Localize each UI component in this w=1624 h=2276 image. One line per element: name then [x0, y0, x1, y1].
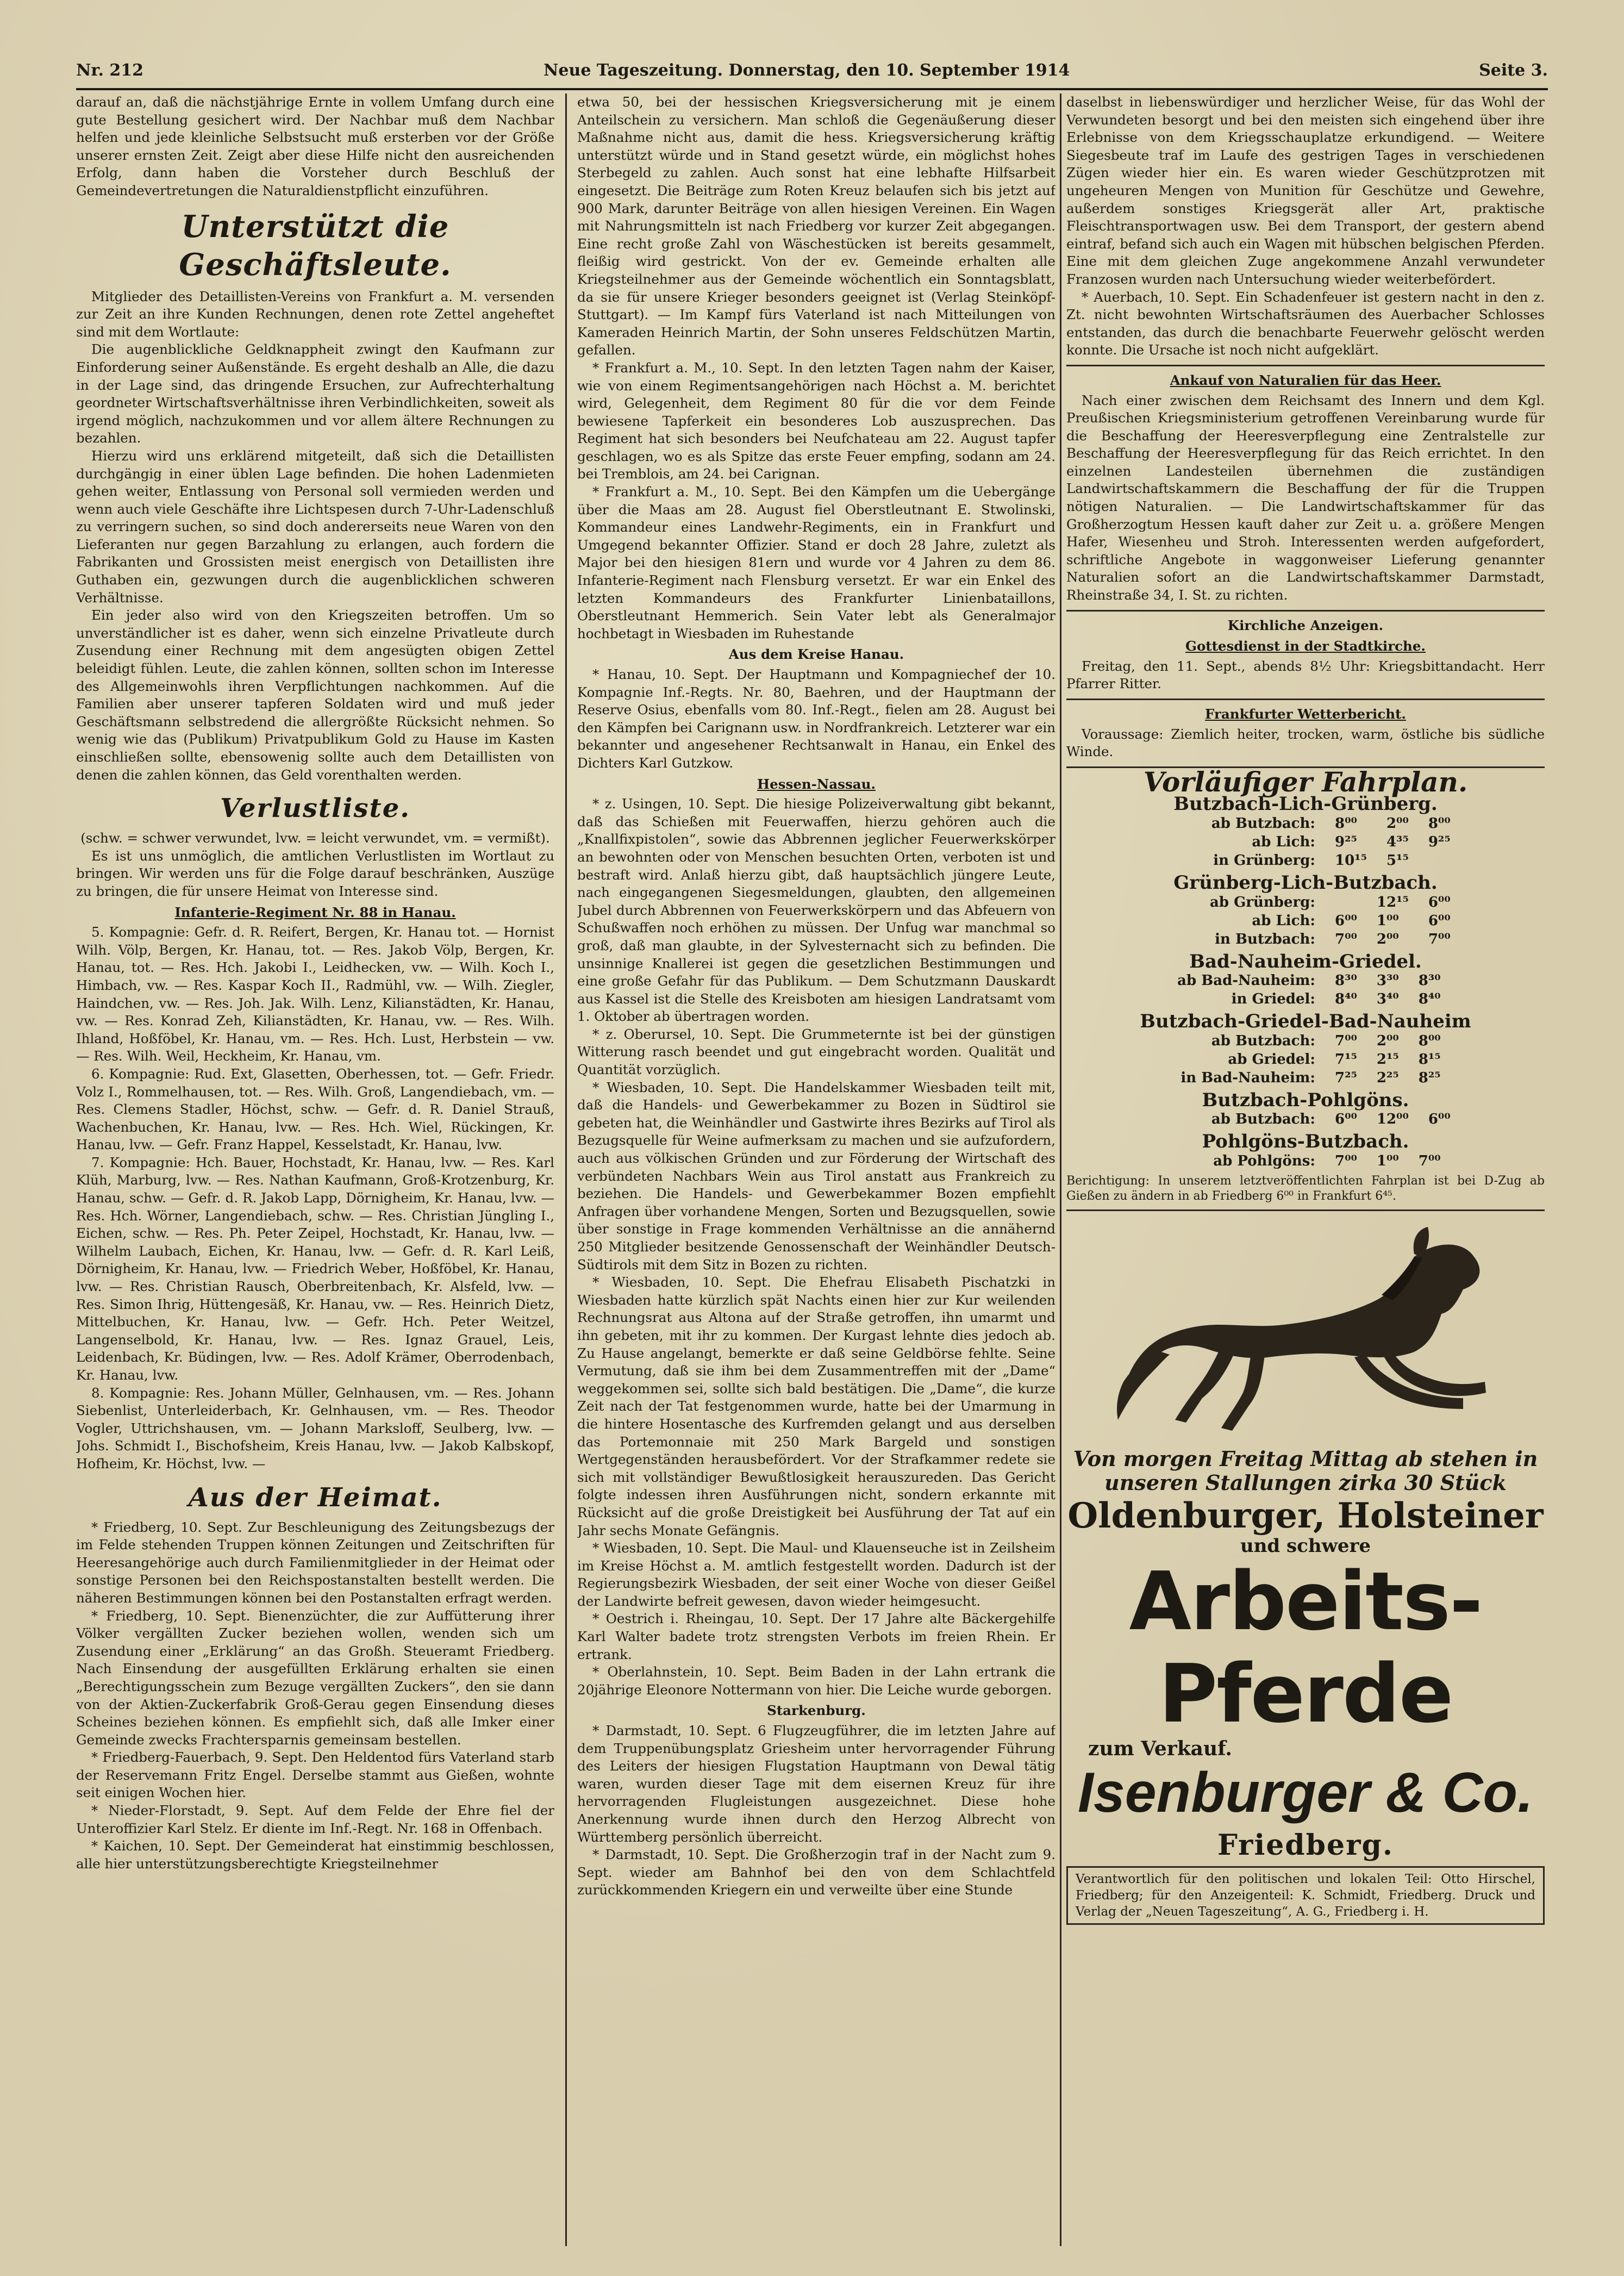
station: in Grünberg: — [1213, 852, 1315, 869]
timetable-row — [1142, 833, 1460, 851]
headline-support: Unterstützt die Geschäftsleute. — [179, 208, 452, 283]
timetable-route: Butzbach-Griedel-Bad-Nauheim — [1140, 1011, 1471, 1033]
paragraph: * Nieder-Florstadt, 9. Sept. Auf dem Felde der Ehre fiel der Unteroffizier Karl Stelz. Er diente im Inf.-Regt. Nr. 168 in Offenbach. — [76, 1803, 554, 1836]
regiment-heading: Infanterie-Regiment Nr. 88 in Hanau. — [174, 904, 456, 920]
masthead: Neue Tageszeitung. Donnerstag, den 10. September 1914 — [544, 61, 1070, 80]
station: ab Grünberg: — [1210, 894, 1315, 911]
paragraph: * Darmstadt, 10. Sept. 6 Flugzeugführer, die im letzten Jahre auf dem Truppenübungsplatz Griesheim unter hervorragender Führung des Leiters der hiesigen Flugstation Hauptmann von Dewal tätig waren, wurden dieser Tage mit dem eisernen Kreuz für ihre hervorragenden Flugleistungen ausgezeichnet. Diese hohe Anerkennung wurde ihnen durch den Herzog Albrecht von Württemberg persönlich überreicht. — [577, 1723, 1055, 1845]
ad-headline: Arbeits-Pferde — [1129, 1554, 1482, 1741]
paragraph: 5. Kompagnie: Gefr. d. R. Reifert, Bergen, Kr. Hanau tot. — Hornist Wilh. Völp, Bergen, Kr. Hanau, tot. — Res. Jakob Völp, Bergen, Kr. Hanau, tot. — Res. Hch. Jakobi I., Leidhecken, vw. — Wilh. Koch I., Himbach, vw. — Res. Kaspar Koch II., Radmühl, vw. — Wilh. Ziegler, Haindchen, vw. — Res. Joh. Jak. Wilh. Lenz, Kilianstädten, Kr. Hanau, vw. — Res. Konrad Zeh, Kilianstädten, Kr. Hanau, vw. — Res. Wilh. Ihland, Hoßföbel, Kr. Hanau, vm. — Res. Hch. Lust, Herbstein — vw. — Res. Wilh. Weil, Heckheim, Kr. Hanau, vm. — [76, 924, 554, 1064]
divider — [1066, 699, 1545, 700]
horse-illustration — [1110, 1219, 1501, 1447]
paragraph: 6. Kompagnie: Rud. Ext, Glasetten, Oberhessen, tot. — Gefr. Friedr. Volz I., Rommelhausen, tot. — Res. Wilh. Groß, Langendiebach, vm. — Res. Clemens Stadler, Höchst, schw. — Gefr. d. R. Daniel Strauß, Wachenbuchen, Kr. Hanau, lvw. — Res. Hch. Wiel, Rückingen, Kr. Hanau, lvw. — Gefr. Franz Happel, Kesselstadt, Kr. Hanau, lvw. — [76, 1065, 554, 1153]
page-header — [76, 61, 1548, 86]
timetable-row — [1142, 1110, 1460, 1128]
column-divider — [565, 93, 567, 2246]
legend: (schw. = schwer verwundet, lvw. = leicht verwundet, vm. = vermißt). — [80, 830, 550, 846]
timetable-row — [1142, 971, 1451, 990]
section-heading: Aus dem Kreise Hanau. — [728, 646, 904, 663]
timetable-table — [1142, 971, 1451, 1008]
paragraph: * Kaichen, 10. Sept. Der Gemeinderat hat einstimmig beschlossen, alle hier unterstützungsberechtigte Kriegsteilnehmer — [76, 1838, 554, 1872]
ad-text: zum Verkauf. — [1088, 1737, 1232, 1760]
timetable-row — [1142, 1152, 1451, 1170]
column-1 — [76, 93, 554, 2257]
departure-time: 6⁰⁰ — [1335, 912, 1357, 929]
paragraph: * z. Oberursel, 10. Sept. Die Grummeternte ist bei der günstigen Witterung rasch beendet und gut eingebracht worden. Qualität und Quantität vorzüglich. — [577, 1026, 1055, 1078]
divider — [1066, 610, 1545, 612]
paragraph: etwa 50, bei der hessischen Kriegsversicherung mit je einem Anteilschein zu versichern. Man schloß die Gegenäußerung dieser Maßnahme nicht aus, damit die hess. Kriegsversicherung kräftig unterstützt würde und in Stand gesetzt würde, ein möglichst hohes Sterbegeld zu zahlen. Auch sonst hat eine lebhafte Hilfsarbeit eingesetzt. Die Beiträge zum Roten Kreuz belaufen sich bis jetzt auf 900 Mark, darunter Beiträge von allen hiesigen Vereinen. Ein Wagen mit Nahrungsmitteln ist nach Friedberg vor kurzer Zeit abgegangen. Eine recht große Zahl von Wäschestücken ist bereits gesammelt, fleißig wird gestrickt. Von der ev. Gemeinde erhalten alle Kriegsteilnehmer aus der Gemeinde wöchentlich ein Sonntagsblatt, da sie für unsere Krieger besonders geeignet ist (Verlag Steinköpf-Stuttgart). — Im Kampf fürs Vaterland ist nach Mitteilungen von Kameraden Heinrich Martin, der Sohn unseres Feldschützen Martin, gefallen. — [577, 94, 1055, 358]
departure-time: 3⁴⁰ — [1376, 991, 1399, 1008]
ad-location: Friedberg. — [1217, 1829, 1394, 1862]
departure-time: 8⁰⁰ — [1335, 815, 1357, 832]
station: ab Butzbach: — [1211, 1111, 1315, 1128]
station: ab Pohlgöns: — [1213, 1152, 1315, 1169]
paragraph: * Darmstadt, 10. Sept. Die Großherzogin traf in der Nacht zum 9. Sept. wieder am Bahnhof bei den von dem Schlachtfeld zurückkommenden Kriegern ein und verweilte über eine Stunde — [577, 1847, 1055, 1898]
timetable-row — [1142, 1050, 1451, 1069]
departure-time: 8⁴⁰ — [1335, 991, 1357, 1008]
page-number: Seite 3. — [1479, 61, 1548, 80]
paragraph: * Friedberg, 10. Sept. Zur Beschleunigung des Zeitungsbezugs der im Felde stehenden Truppen können Zeitungen und Zeitschriften für Heeresangehörige auch durch Familienmitglieder in der Heimat oder sonstige Personen bei den Reichspostanstalten bestellt werden. Die näheren Bestimmungen können bei den Postanstalten erfragt werden. — [76, 1519, 554, 1606]
timetable-route: Bad-Nauheim-Griedel. — [1189, 950, 1422, 972]
departure-time: 8³⁰ — [1335, 972, 1357, 989]
station: ab Butzbach: — [1211, 1032, 1315, 1049]
timetable-row — [1142, 814, 1460, 833]
departure-time: 8⁰⁰ — [1428, 815, 1451, 832]
station: ab Lich: — [1252, 833, 1315, 850]
section-heading: Starkenburg. — [767, 1703, 866, 1719]
column-divider — [1060, 93, 1061, 2246]
timetable-table — [1142, 1152, 1451, 1170]
departure-time: 3³⁰ — [1376, 972, 1399, 989]
paragraph: * Oberlahnstein, 10. Sept. Beim Baden in der Lahn ertrank die 20jährige Eleonore Nottermann von hier. Die Leiche wurde geborgen. — [577, 1664, 1055, 1698]
timetable-correction: Berichtigung: In unserem letztveröffentlichten Fahrplan ist bei D-Zug ab Gießen zu ändern in ab Friedberg 6⁰⁰ in Frankfurt 6⁴⁵. — [1066, 1174, 1545, 1203]
ad-breeds: Oldenburger, Holsteiner — [1067, 1495, 1544, 1536]
departure-time: 9²⁵ — [1335, 833, 1357, 850]
ad-company: Isenburger & Co. — [1078, 1761, 1533, 1825]
departure-time: 6⁰⁰ — [1428, 1111, 1451, 1128]
paragraph: Die augenblickliche Geldknappheit zwingt den Kaufmann zur Einforderung seiner Außenstände. Es ergeht deshalb an Alle, die dazu in der Lage sind, das dringende Ersuchen, zur Aufrechterhaltung geordneter Wirtschaftsverhältnisse ihren Verbindlichkeiten, soweit als irgend möglich, nachzukommen und vor allem ältere Rechnungen zu bezahlen. — [76, 341, 554, 446]
departure-time: 6⁰⁰ — [1428, 894, 1451, 911]
paragraph: Nach einer zwischen dem Reichsamt des Innern und dem Kgl. Preußischen Kriegsministerium getroffenen Vereinbarung wurde für die Beschaffung der Heeresverpflegung eine Zentralstelle zur Beschaffung der Heeresverpflegung für das Reich errichtet. In den einzelnen Landesteilen übernehmen die zuständigen Landwirtschaftskammern die Beschaffung der für die Truppen nötigen Naturalien. — Die Landwirtschaftskammer für das Großherzogtum Hessen kauft daher zur Zeit u. a. größere Mengen Hafer, Wiesenheu und Stroh. Interessenten werden aufgefordert, schriftliche Angebote in waggonweiser Lieferung genannter Naturalien sofort an die Landwirtschaftskammer Darmstadt, Rheinstraße 34, I. St. zu richten. — [1066, 392, 1545, 603]
departure-time: 8⁴⁰ — [1418, 991, 1441, 1008]
timetable-route: Butzbach-Lich-Grünberg. — [1173, 793, 1438, 815]
paragraph: Mitglieder des Detaillisten-Vereins von Frankfurt a. M. versenden zur Zeit an ihre Kunden Rechnungen, denen rote Zettel angeheftet sind mit dem Wortlaute: — [76, 288, 554, 340]
timetable-row — [1142, 851, 1460, 870]
paragraph: 8. Kompagnie: Res. Johann Müller, Gelnhausen, vm. — Res. Johann Siebenlist, Unterleiderbach, Kr. Gelnhausen, vm. — Res. Theodor Vogler, Uttrichshausen, vm. — Johann Marksloff, Seulberg, lvw. — Johs. Schmidt I., Bischofsheim, Kreis Hanau, lvw. — Jakob Kalbskopf, Hofheim, Kr. Höchst, lvw. — — [76, 1385, 554, 1471]
section-heading: Hessen-Nassau. — [757, 776, 876, 792]
departure-time: 6⁰⁰ — [1335, 1111, 1357, 1128]
station: ab Bad-Nauheim: — [1177, 972, 1315, 989]
paragraph: * Frankfurt a. M., 10. Sept. Bei den Kämpfen um die Uebergänge über die Maas am 28. August fiel Oberstleutnant E. Stwolinski, Kommandeur eines Landwehr-Regiments, ein in Frankfurt und Umgegend bekannter Offizier. Stand er doch 28 Jahre, zuletzt als Major bei den hiesigen 81ern und wurde vor 4 Jahren zu dem 86. Infanterie-Regiment nach Flensburg versetzt. Er war ein Enkel des letzten Kommandeurs des Frankfurter Linienbataillons, Oberstleutnant Hemmerich. Sein Vater lebt als Generalmajor hochbetagt in Wiesbaden im Ruhestande — [577, 484, 1055, 641]
paragraph: * Wiesbaden, 10. Sept. Die Maul- und Klauenseuche ist in Zeilsheim im Kreise Höchst a. M. amtlich festgestellt worden. Dadurch ist der Regierungsbezirk Wiesbaden, der seit einer Woche von dieser Geißel der Landwirte befreit gewesen, davon wieder heimgesucht. — [577, 1540, 1055, 1609]
headline-home: Aus der Heimat. — [188, 1482, 442, 1513]
section-heading: Ankauf von Naturalien für das Heer. — [1170, 372, 1441, 388]
timetable-route: Grünberg-Lich-Butzbach. — [1173, 871, 1438, 894]
paragraph: Ein jeder also wird von den Kriegszeiten betroffen. Um so unverständlicher ist es daher, wenn sich einzelne Privatleute durch Zusendung einer Rechnung mit dem angesügten obigen Zettel beleidigt fühlen. Leute, die zahlen können, sollten schon im Interesse des Allgemeinwohls ihren Verpflichtungen nachkommen. Auf die Familien aber unserer tapferen Soldaten wird und muß jeder Geschäftsmann selbstredend die allergrößte Rücksicht nehmen. So wenig wie das (Publikum) Privatpublikum Gold zu Hause im Kasten einschließen sollte, ebensowenig sollte auch dem Detaillisten von denen die zahlen können, das Geld vorenthalten werden. — [76, 607, 554, 783]
paragraph: * Friedberg, 10. Sept. Bienenzüchter, die zur Auffütterung ihrer Völker vergällten Zucker beziehen wollen, wenden sich um Zusendung einer „Erklärung“ an das Großh. Steueramt Friedberg. Nach Einsendung der ausgefüllten Erklärung erhalten sie einen „Berechtigungsschein zum Bezuge vergällten Zuckers“, den sie dann von der Aktien-Zuckerfabrik Groß-Gerau gegen Einsendung dieses Scheines beziehen können. Es empfiehlt sich, daß alle Imker einer Gemeinde zwecks Frachtersparnis gemeinsam bestellen. — [76, 1607, 554, 1748]
timetable-table — [1142, 1032, 1451, 1087]
departure-time: 8³⁰ — [1418, 972, 1441, 989]
departure-time: 7⁰⁰ — [1418, 1152, 1441, 1169]
paragraph: Hierzu wird uns erklärend mitgeteilt, daß sich die Detaillisten durchgängig in einer üblen Lage befinden. Die hohen Ladenmieten gehen weiter, Entlassung von Personal soll vermieden werden und wenn auch viele Geschäfte ihre Lichtspesen durch 7-Uhr-Ladenschluß zu verringern suchen, so sind doch andererseits neue Waren von den Lieferanten nur gegen Barzahlung zu erlangen, auch fordern die Fabrikanten und Grossisten meist energisch von Detaillisten ihre Guthaben ein, gezwungen durch die augenblicklichen schweren Verhältnisse. — [76, 447, 554, 606]
paragraph: * Frankfurt a. M., 10. Sept. In den letzten Tagen nahm der Kaiser, wie von einem Regimentsangehörigen nach Höchst a. M. berichtet wird, Gelegenheit, dem Regiment 80 für die vor dem Feinde bewiesene Tapferkeit ein besonderes Lob auszusprechen. Das Regiment hat sich besonders bei Neufchateau am 22. August tapfer geschlagen, wo es als Spitze das erste Feuer empfing, sodann am 24. bei Tremblois, am 24. bei Carignan. — [577, 359, 1055, 482]
timetable-title: Vorläufiger Fahrplan. — [1143, 765, 1468, 798]
timetable-row — [1142, 1032, 1451, 1050]
divider — [1066, 365, 1545, 366]
paragraph: * Friedberg-Fauerbach, 9. Sept. Den Heldentod fürs Vaterland starb der Reservemann Fritz Engel. Derselbe stammt aus Gießen, wohnte seit einigen Wochen hier. — [76, 1749, 554, 1801]
departure-time: 6⁰⁰ — [1428, 912, 1451, 929]
issue-number: Nr. 212 — [76, 61, 143, 80]
departure-time: 2¹⁵ — [1376, 1051, 1399, 1068]
ad-text: und schwere — [1240, 1535, 1371, 1557]
timetable-table — [1142, 1110, 1460, 1128]
column-2 — [577, 93, 1055, 2257]
departure-time: 4³⁵ — [1386, 833, 1409, 850]
departure-time: 2⁰⁰ — [1386, 815, 1409, 832]
departure-time: 2⁰⁰ — [1376, 1032, 1399, 1049]
section-heading: Gottesdienst in der Stadtkirche. — [1185, 638, 1426, 654]
departure-time: 7¹⁵ — [1335, 1051, 1357, 1068]
imprint: Verantwortlich für den politischen und lokalen Teil: Otto Hirschel, Friedberg; für den Anzeigenteil: K. Schmidt, Friedberg. Druck und Verlag der „Neuen Tageszeitung“, A. G., Friedberg i. H. — [1076, 1872, 1535, 1919]
column-3 — [1066, 93, 1545, 2257]
timetable-row — [1142, 912, 1460, 930]
departure-time: 5¹⁵ — [1386, 852, 1409, 869]
timetable-row — [1142, 1069, 1451, 1087]
departure-time: 8¹⁵ — [1418, 1051, 1441, 1068]
timetable — [1066, 795, 1545, 1170]
departure-time: 8²⁵ — [1418, 1069, 1441, 1086]
station: in Butzbach: — [1215, 931, 1315, 947]
paragraph: * Oestrich i. Rheingau, 10. Sept. Der 17 Jahre alte Bäckergehilfe Karl Walter badete trotz strengsten Verbots im freien Rhein. Er ertrank. — [577, 1611, 1055, 1662]
paragraph: Es ist uns unmöglich, die amtlichen Verlustlisten im Wortlaut zu bringen. Wir werden uns für die Folge darauf beschränken, Auszüge zu bringen, die für unsere Heimat von Interesse sind. — [76, 847, 554, 899]
timetable-table — [1142, 814, 1460, 870]
timetable-table — [1142, 893, 1460, 949]
timetable-route: Butzbach-Pohlgöns. — [1202, 1089, 1409, 1111]
timetable-row — [1142, 930, 1460, 949]
station: in Bad-Nauheim: — [1180, 1069, 1315, 1086]
headline-losses: Verlustliste. — [220, 793, 410, 824]
paragraph: * Wiesbaden, 10. Sept. Die Ehefrau Elisabeth Pischatzki in Wiesbaden hatte kürzlich spät Nachts einen hier zur Kur weilenden Rechnungsrat aus Altona auf der Straße getroffen, ihn umarmt und ihn gebeten, mit ihr zu kommen. Der Kurgast lehnte dies jedoch ab. Zu Hause angelangt, bemerkte er daß seine Geldbörse fehlte. Seine Vermutung, daß sie ihm bei dem Zusammentreffen mit der „Dame“ weggekommen sei, sollte sich bald bestätigen. Die „Dame“, die kurze Zeit nach der Tat festgenommen wurde, hatte bei der Umarmung in die hintere Hosentasche des Kurfremden gelangt und aus derselben das Portemonnaie mit 250 Mark Bargeld und sonstigen Wertgegenständen herausbefördert. Vor der Strafkammer redete sie sich mit vollständiger Bewußtlosigkeit herauszureden. Das Gericht folgte indessen ihren Ausführungen nicht, sondern erkannte mit Rücksicht auf die große Dreistigkeit bei Ausführung der Tat auf ein Jahr sechs Monate Gefängnis. — [577, 1274, 1055, 1538]
station: ab Butzbach: — [1211, 815, 1315, 832]
departure-time: 2²⁵ — [1376, 1069, 1399, 1086]
departure-time: 2⁰⁰ — [1376, 931, 1399, 947]
paragraph: daselbst in liebenswürdiger und herzlicher Weise, für das Wohl der Verwundeten besorgt und bei den meisten sich eingehend über ihre Erlebnisse von dem Kriegsschauplatze erkundigend. — Weitere Siegesbeute traf im Laufe des gestrigen Tages in verschiedenen Zügen wieder hier ein. Es waren wieder Geschützprotzen mit ungeheuren Mengen von Munition für Geschütze und Gewehre, außerdem sonstiges Kriegsgerät aller Art, praktische Fleischtransportwagen usw. Bei dem Transport, der gestern abend eintraf, befand sich auch ein Wagen mit hübschen belgischen Pferden. Eine mit dem gleichen Zuge angekommene Anzahl verwundeter Franzosen wurden nach Untersuchung wieder weiterbefördert. — [1066, 94, 1545, 287]
paragraph: * z. Usingen, 10. Sept. Die hiesige Polizeiverwaltung gibt bekannt, daß das Schießen mit Feuerwaffen, hierzu gehören auch die „Knallfixpistolen“, sowie das Abbrennen jeglicher Feuerwerkskörper an bewohnten oder von Menschen besuchten Orten, verboten ist und bestraft wird. Anlaß hierzu gibt, daß hauptsächlich jüngere Leute, nach eingegangenen Siegesmeldungen, glaubten, den allgemeinen Jubel durch Abbrennen von Feuerwerkskörpern und das Abfeuern von Schußwaffen noch erhöhen zu müssen. Der Unfug war manchmal so groß, daß man glaubte, in der Sylvesternacht sich zu befinden. Die unsinnige Knallerei ist gegen die gesetzlichen Bestimmungen und eine große Gefahr für das Publikum. — Dem Schutzmann Dauskardt aus Kassel ist die Stelle des Kreisboten am hiesigen Landratsamt vom 1. Oktober ab übertragen worden. — [577, 796, 1055, 1025]
departure-time — [1419, 851, 1460, 870]
section-heading: Frankfurter Wetterbericht. — [1205, 706, 1406, 722]
header-rule — [76, 88, 1548, 90]
divider — [1066, 1209, 1545, 1211]
departure-time: 7⁰⁰ — [1335, 1032, 1357, 1049]
timetable-route: Pohlgöns-Butzbach. — [1202, 1131, 1409, 1153]
station: ab Lich: — [1252, 912, 1315, 929]
paragraph: Voraussage: Ziemlich heiter, trocken, warm, östliche bis südliche Winde. — [1066, 726, 1545, 760]
departure-time — [1325, 893, 1367, 912]
paragraph: 7. Kompagnie: Hch. Bauer, Hochstadt, Kr. Hanau, lvw. — Res. Karl Klüh, Marburg, lvw. — Res. Nathan Kaufmann, Groß-Krotzenburg, Kr. Hanau, schw. — Gefr. d. R. Jakob Lapp, Dörnigheim, Kr. Hanau, lvw. — Res. Hch. Wörner, Langendiebach, schw. — Res. Christian Jüngling I., Eichen, schw. — Res. Ph. Peter Zeipel, Hochstadt, Kr. Hanau, lvw. — Wilhelm Laubach, Eichen, Kr. Hanau, lvw. — Gefr. d. R. Karl Leiß, Dörnigheim, Kr. Hanau, lvw. — Friedrich Weber, Hoßföbel, Kr. Hanau, lvw. — Res. Christian Rausch, Oberbreitenbach, Kr. Alsfeld, lvw. — Res. Simon Ihrig, Hüttengesäß, Kr. Hanau, vw. — Res. Heinrich Dietz, Mittelbuchen, Kr. Hanau, lvw. — Gefr. Hch. Peter Weitzel, Langenselbold, Kr. Hanau, lvw. — Res. Ignaz Grauel, Leis, Leidenbach, Kr. Büdingen, lvw. — Res. Adolf Krämer, Oberrodenbach, Kr. Hanau, lvw. — [76, 1154, 554, 1383]
departure-time: 9²⁵ — [1428, 833, 1451, 850]
section-heading: Kirchliche Anzeigen. — [1227, 617, 1384, 633]
paragraph: * Hanau, 10. Sept. Der Hauptmann und Kompagniechef der 10. Kompagnie Inf.-Regts. Nr. 80, Baehren, und der Hauptmann der Reserve Osius, ebenfalls vom 80. Inf.-Regt., fielen am 28. August bei den Kämpfen bei Carignann usw. in Nordfrankreich. Letzterer war ein bekannter und angesehener Rechtsanwalt in Hanau, ein Enkel des Dichters Karl Gutzkow. — [577, 666, 1055, 771]
departure-time: 1⁰⁰ — [1376, 912, 1399, 929]
paragraph: Freitag, den 11. Sept., abends 8½ Uhr: Kriegsbittandacht. Herr Pfarrer Ritter. — [1066, 658, 1545, 692]
departure-time: 7²⁵ — [1335, 1069, 1357, 1086]
imprint-box — [1066, 1866, 1545, 1925]
station: ab Griedel: — [1228, 1051, 1315, 1068]
departure-time: 8⁰⁰ — [1418, 1032, 1441, 1049]
departure-time: 10¹⁵ — [1335, 852, 1367, 869]
departure-time: 12⁰⁰ — [1376, 1111, 1409, 1128]
timetable-row — [1142, 893, 1460, 912]
paragraph: * Auerbach, 10. Sept. Ein Schadenfeuer ist gestern nacht in den z. Zt. nicht bewohnten Wirtschaftsräumen des Auerbacher Schlosses entstanden, das durch die benachbarte Feuerwehr gelöscht werden konnte. Die Ursache ist noch nicht aufgeklärt. — [1066, 289, 1545, 358]
paragraph: * Wiesbaden, 10. Sept. Die Handelskammer Wiesbaden teilt mit, daß die Handels- und Gewerbekammer zu Bozen in Südtirol sie gebeten hat, die Weinhändler und Gastwirte ihres Bezirks auf Tirol als Bezugsquelle für Weine aufmerksam zu machen und sie aufzufordern, auch aus völkischen Gründen und zur Förderung der Wirtschaft des verbündeten Nachbars Wein aus Tirol anstatt aus Frankreich zu beziehen. Die Handels- und Gewerbekammer Bozen empfiehlt Anfragen über vorhandene Mengen, Sorten und Bezugsquellen, sowie über sonstige in Frage kommenden Verhältnisse an die annähernd 250 Mitglieder besitzende Genossenschaft der Weinhändler Deutsch-Südtirols mit dem Sitz in Bozen zu richten. — [577, 1079, 1055, 1273]
ad-announcement: Von morgen Freitag Mittag ab stehen in unseren Stallungen zirka 30 Stück — [1073, 1446, 1538, 1495]
departure-time: 7⁰⁰ — [1428, 931, 1451, 947]
departure-time: 7⁰⁰ — [1335, 1152, 1357, 1169]
departure-time: 12¹⁵ — [1376, 894, 1409, 911]
departure-time: 1⁰⁰ — [1376, 1152, 1399, 1169]
station: in Griedel: — [1231, 991, 1315, 1008]
paragraph: darauf an, daß die nächstjährige Ernte in vollem Umfang durch eine gute Bestellung gesichert wird. Der Nachbar muß dem Nachbar helfen und jede kleinliche Selbstsucht muß ersterben vor der Größe unserer ernsten Zeit. Zeigt aber diese Hilfe nicht den ausreichenden Erfolg, dann haben die Vorsteher durch Beschluß der Gemeindevertretungen die Naturaldienstpflicht einzuführen. — [76, 94, 554, 198]
timetable-row — [1142, 990, 1451, 1008]
departure-time: 7⁰⁰ — [1335, 931, 1357, 947]
